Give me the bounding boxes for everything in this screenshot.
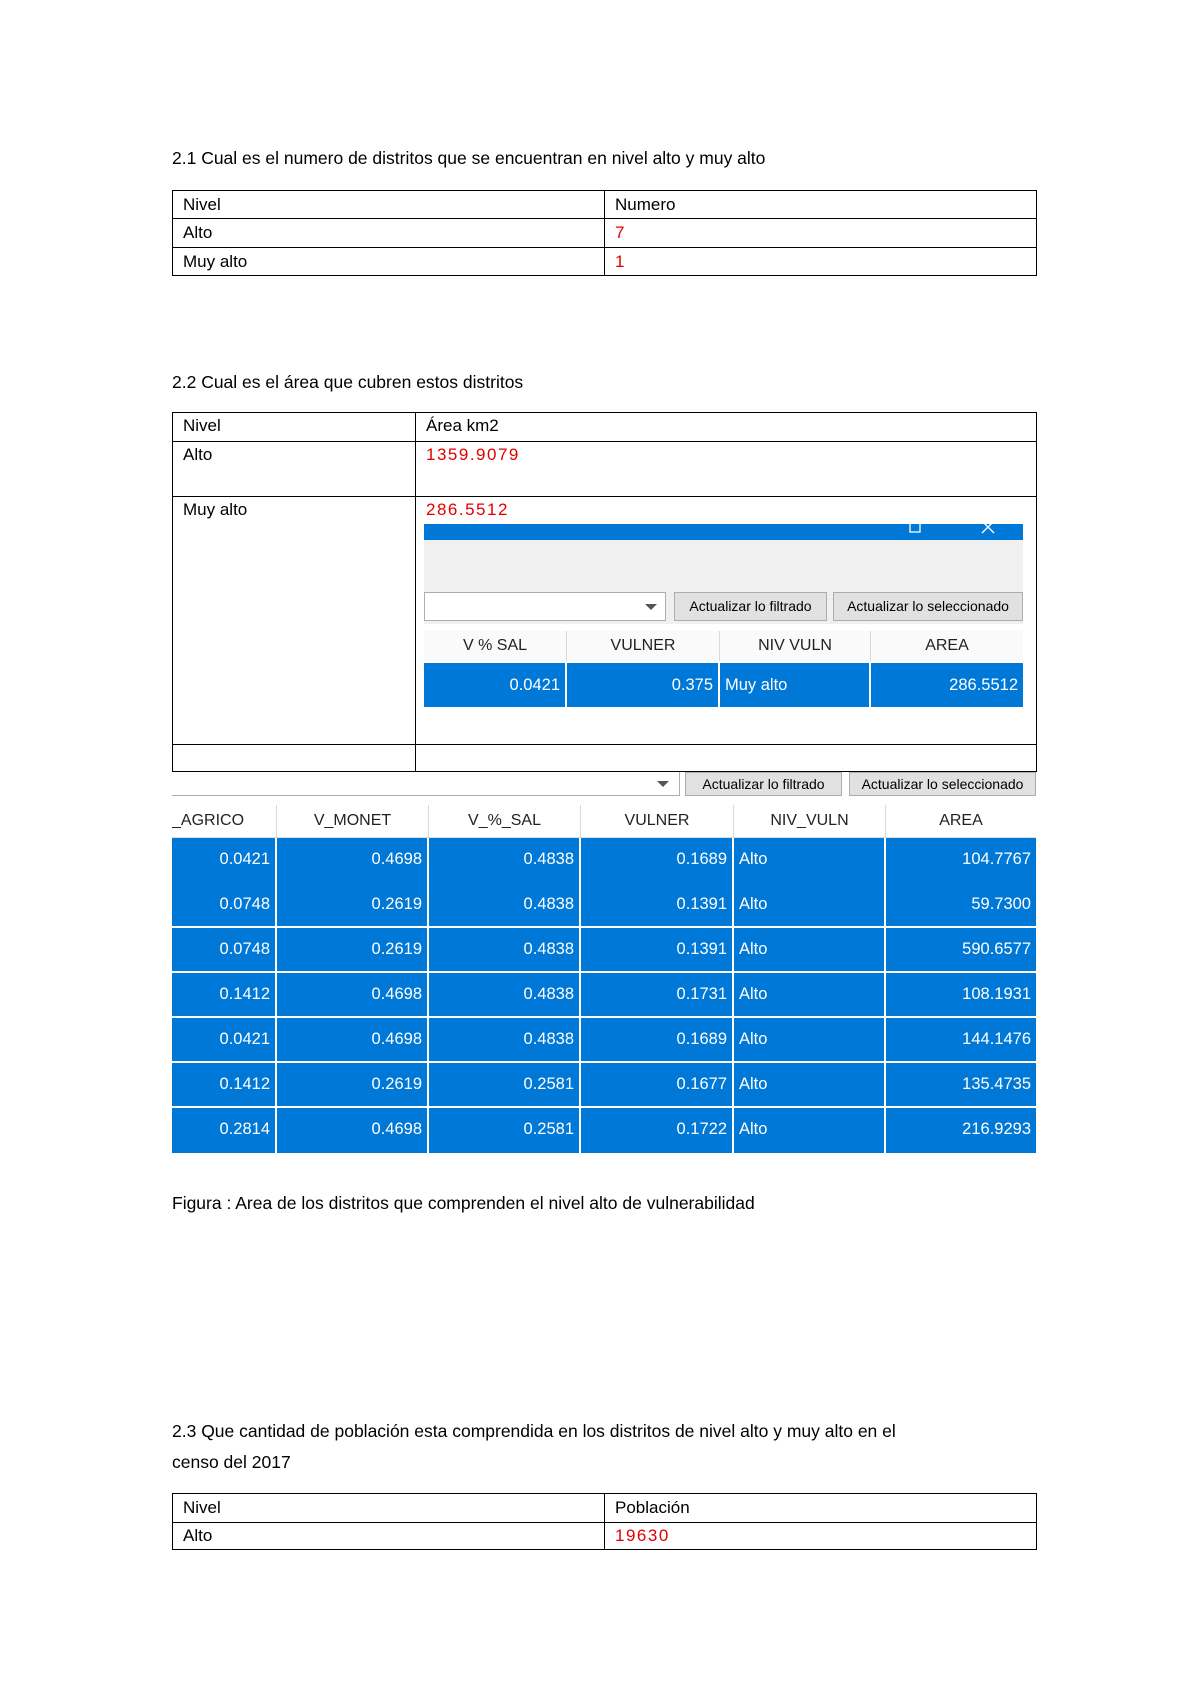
column-header[interactable]: AREA — [939, 812, 983, 829]
attribute-table-cell: 0.0748 — [172, 883, 277, 926]
table-cell: 0.0421 — [424, 663, 567, 707]
attribute-table-cell: Alto — [734, 1063, 886, 1106]
attribute-table-row[interactable] — [172, 883, 1036, 928]
attribute-table-cell: 0.4698 — [277, 1018, 429, 1061]
section-2-3-heading-line-1: 2.3 Que cantidad de población esta comprendida en los distritos de nivel alto y muy alto en el — [172, 1421, 896, 1441]
table-row — [173, 248, 1037, 276]
attribute-table-cell: 104.7767 — [962, 850, 1031, 868]
column-header[interactable]: V % SAL — [424, 631, 567, 661]
filter-dropdown[interactable] — [172, 772, 680, 796]
column-header[interactable]: VULNER — [567, 631, 720, 661]
attribute-table-cell: 0.2619 — [277, 883, 429, 926]
level-cell: Alto — [173, 442, 416, 497]
header-cell-nivel: Nivel — [173, 1494, 605, 1523]
count-value: 1 — [605, 248, 1037, 276]
attribute-table-row[interactable] — [172, 1018, 1036, 1063]
attribute-table-cell: 0.1689 — [581, 1018, 734, 1061]
population-value: 19630 — [605, 1523, 1037, 1550]
attribute-table-cell: 0.4698 — [277, 838, 429, 883]
attribute-table-cell: 216.9293 — [962, 1120, 1031, 1138]
attribute-table-header — [172, 805, 1036, 838]
attribute-table-row[interactable] — [172, 928, 1036, 973]
table-cell: 286.5512 — [949, 676, 1018, 694]
attribute-table-cell: 59.7300 — [971, 895, 1031, 913]
attribute-table-cell: 0.1391 — [581, 883, 734, 926]
attribute-table-cell: 0.4838 — [429, 838, 581, 883]
attribute-table-cell: 0.0748 — [172, 928, 277, 971]
attribute-table-cell: 0.2619 — [277, 1063, 429, 1106]
count-value: 7 — [605, 219, 1037, 248]
attribute-table-cell: 0.4838 — [429, 1018, 581, 1061]
attribute-table-cell: 0.4838 — [429, 883, 581, 926]
table-header-row — [173, 1494, 1037, 1523]
close-icon[interactable] — [980, 524, 996, 535]
attribute-window-screenshot — [424, 524, 1023, 707]
district-count-table — [172, 190, 1037, 276]
attribute-table-screenshot — [172, 772, 1036, 1154]
attribute-table-row[interactable] — [172, 1108, 1036, 1153]
header-cell-numero: Numero — [605, 191, 1037, 219]
section-2-1-heading: 2.1 Cual es el numero de distritos que se encuentran en nivel alto y muy alto — [172, 148, 766, 168]
window-table-header — [424, 631, 1023, 661]
empty-table-row — [173, 745, 1037, 772]
restore-icon[interactable] — [907, 524, 923, 535]
empty-cell — [416, 745, 1037, 772]
update-filtered-button[interactable]: Actualizar lo filtrado — [685, 772, 842, 796]
table-header-row — [173, 191, 1037, 219]
attribute-table-cell: 0.1731 — [581, 973, 734, 1016]
attribute-table-cell: 0.2814 — [172, 1108, 277, 1153]
area-value: 1359.9079 — [416, 442, 1037, 497]
update-filtered-button[interactable]: Actualizar lo filtrado — [674, 592, 827, 621]
attribute-table-cell: 0.4698 — [277, 973, 429, 1016]
attribute-table-cell: 0.4838 — [429, 973, 581, 1016]
table-header-row — [173, 413, 1037, 442]
attribute-table-cell: 0.2581 — [429, 1108, 581, 1153]
header-cell-nivel: Nivel — [173, 191, 605, 219]
header-cell-nivel: Nivel — [173, 413, 416, 442]
update-selected-button[interactable]: Actualizar lo seleccionado — [849, 772, 1036, 796]
attribute-table-cell: Alto — [734, 928, 886, 971]
area-value: 286.5512 — [416, 497, 1037, 745]
attribute-table-cell: Alto — [734, 1018, 886, 1061]
attribute-table-cell: 0.0421 — [172, 838, 277, 883]
column-header[interactable]: VULNER — [581, 805, 734, 837]
attribute-table-cell: Alto — [734, 973, 886, 1016]
section-2-3-heading-line-2: censo del 2017 — [172, 1452, 291, 1472]
attribute-table-cell: 0.1677 — [581, 1063, 734, 1106]
column-header[interactable]: V_MONET — [277, 805, 429, 837]
selected-table-row[interactable] — [424, 663, 1023, 707]
attribute-table-cell: 590.6577 — [962, 940, 1031, 958]
chevron-down-icon — [656, 779, 670, 789]
level-cell: Muy alto — [173, 497, 416, 745]
table-cell: 0.375 — [567, 663, 720, 707]
attribute-table-row[interactable] — [172, 1063, 1036, 1108]
attribute-table-cell: 0.1412 — [172, 1063, 277, 1106]
section-2-2-heading: 2.2 Cual es el área que cubren estos distritos — [172, 372, 524, 392]
attribute-table-cell: 144.1476 — [962, 1030, 1031, 1048]
chevron-down-icon — [644, 602, 658, 612]
column-header[interactable]: NIV VULN — [720, 631, 871, 661]
attribute-table-cell: 0.2581 — [429, 1063, 581, 1106]
figure-caption: Figura : Area de los distritos que comprenden el nivel alto de vulnerabilidad — [172, 1193, 755, 1213]
attribute-table-cell: 108.1931 — [962, 985, 1031, 1003]
attribute-table-cell: 0.0421 — [172, 1018, 277, 1061]
attribute-table-cell: 0.4698 — [277, 1108, 429, 1153]
attribute-table-cell: Alto — [734, 1108, 886, 1153]
attribute-table-cell: 135.4735 — [962, 1075, 1031, 1093]
empty-cell — [173, 745, 416, 772]
attribute-table-row[interactable] — [172, 973, 1036, 1018]
column-header[interactable]: NIV_VULN — [734, 805, 886, 837]
attribute-table-body — [172, 838, 1036, 1153]
attribute-table-cell: 0.1412 — [172, 973, 277, 1016]
window-toolbar — [424, 589, 1023, 624]
population-table — [172, 1493, 1037, 1550]
level-cell: Muy alto — [173, 248, 605, 276]
table-row — [173, 219, 1037, 248]
attribute-table-cell: 0.4838 — [429, 928, 581, 971]
attribute-toolbar — [172, 772, 1036, 796]
attribute-table-cell: 0.2619 — [277, 928, 429, 971]
attribute-table-cell: 0.1722 — [581, 1108, 734, 1153]
filter-dropdown[interactable] — [424, 592, 666, 621]
attribute-table-row[interactable] — [172, 838, 1036, 883]
header-cell-poblacion: Población — [605, 1494, 1037, 1523]
table-row — [173, 1523, 1037, 1550]
column-header[interactable]: AREA — [925, 637, 969, 654]
update-selected-button[interactable]: Actualizar lo seleccionado — [833, 592, 1023, 621]
attribute-table-cell: 0.1391 — [581, 928, 734, 971]
window-gray-area — [424, 540, 1023, 589]
attribute-table-cell: 0.1689 — [581, 838, 734, 883]
attribute-table-cell: Alto — [734, 838, 886, 883]
level-cell: Alto — [173, 1523, 605, 1550]
level-cell: Alto — [173, 219, 605, 248]
table-cell: Muy alto — [720, 663, 871, 707]
column-header[interactable]: _AGRICO — [172, 805, 277, 837]
header-cell-area: Área km2 — [416, 413, 1037, 442]
column-header[interactable]: V_%_SAL — [429, 805, 581, 837]
table-row — [173, 442, 1037, 497]
attribute-table-cell: Alto — [734, 883, 886, 926]
window-title-bar — [424, 524, 1023, 540]
